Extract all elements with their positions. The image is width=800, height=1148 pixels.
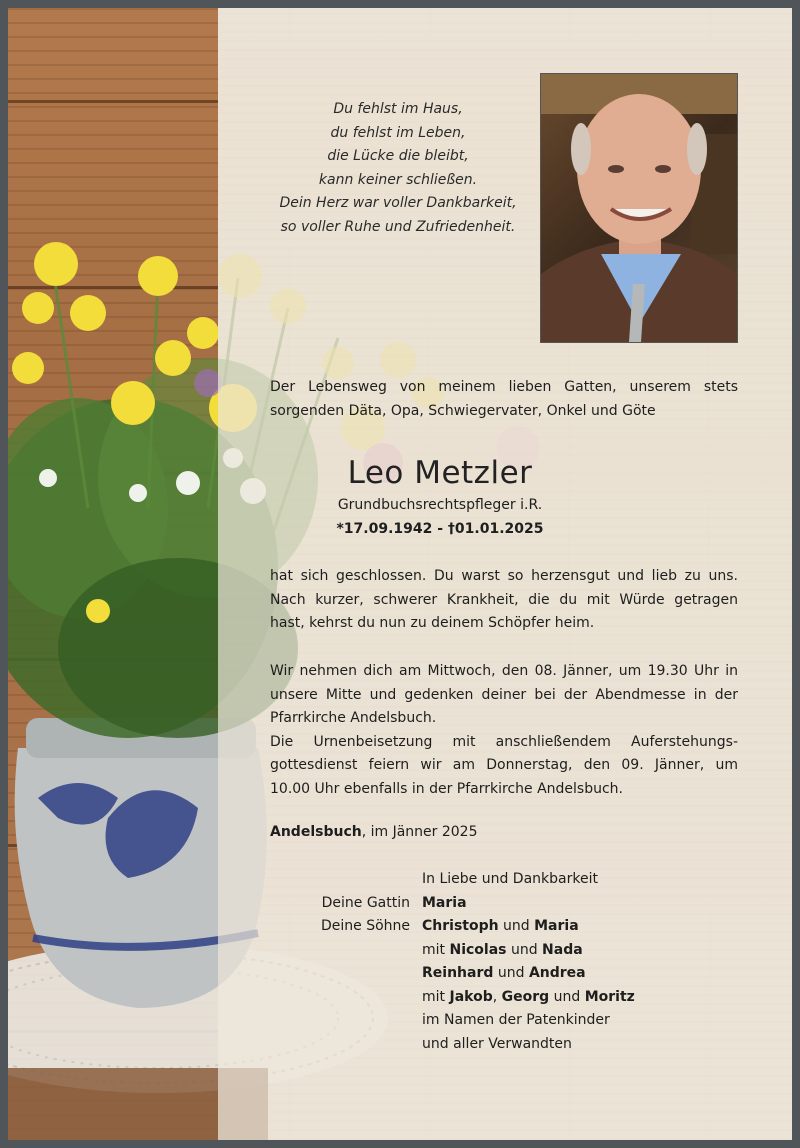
sons-label: Deine Söhne <box>320 918 410 934</box>
portrait-photo <box>540 73 738 343</box>
paragraph-line: Pfarrkirche Andelsbuch. <box>270 710 437 726</box>
comma: , <box>492 988 498 1005</box>
paragraph-line: hat sich geschlossen. Du warst so herzensgut und lieb zu uns. <box>270 568 738 584</box>
poem-line: du fehlst im Leben, <box>330 124 466 141</box>
obituary-card <box>8 8 792 1140</box>
poem-line: Dein Herz war voller Dankbarkeit, <box>279 195 517 211</box>
mourners-list <box>270 868 750 1056</box>
poem-line: kann keiner schließen. <box>318 171 478 188</box>
mourners-heading: In Liebe und Dankbarkeit <box>422 871 598 887</box>
grandchild-name: Moritz <box>584 988 635 1005</box>
with-prefix: mit <box>422 988 446 1005</box>
paragraph-line: hast, kehrst du nun zu deinem Schöpfer heim. <box>270 615 595 631</box>
intro-text <box>270 376 738 423</box>
wife-name: Maria <box>422 894 467 911</box>
son-name: Reinhard <box>422 965 494 981</box>
paragraph-line: Nach kurzer, schwerer Krankheit, die du mit Würde getragen <box>270 591 738 608</box>
intro-line: Der Lebensweg von meinem lieben Gatten, unserem stets <box>270 379 738 395</box>
place-town: Andelsbuch <box>270 824 362 840</box>
deceased-dates: *17.09.1942 - †01.01.2025 <box>336 520 544 537</box>
paragraph-ceremony <box>270 660 738 801</box>
deceased-block <box>270 454 610 541</box>
spouse-name: Maria <box>534 918 579 934</box>
paragraph-line: Wir nehmen dich am Mittwoch, den 08. Jänner, um 19.30 Uhr in <box>270 663 738 679</box>
grandchild-name: Jakob <box>449 988 493 1005</box>
conjunction: und <box>497 965 525 981</box>
deceased-title: Grundbuchsrechtspfleger i.R. <box>337 497 543 513</box>
grandchild-name: Georg <box>501 988 550 1005</box>
paragraph-line: 10.00 Uhr ebenfalls in der Pfarrkirche Andelsbuch. <box>270 780 624 797</box>
poem-line: die Lücke die bleibt, <box>327 148 469 164</box>
paragraph-line: gottesdienst feiern wir am Donnerstag, den 09. Jänner, um <box>270 757 738 773</box>
deceased-name: Leo Metzler <box>347 455 533 491</box>
place-date-text: , im Jänner 2025 <box>361 824 478 840</box>
spouse-name: Andrea <box>528 965 586 981</box>
grandchild-name: Nada <box>542 941 583 958</box>
poem-line: Du fehlst im Haus, <box>333 101 463 117</box>
portrait-illustration <box>541 74 737 342</box>
relatives-line: und aller Verwandten <box>422 1035 572 1052</box>
paragraph-farewell <box>270 565 738 636</box>
intro-line: sorgenden Däta, Opa, Schwiegervater, Onkel und Göte <box>270 402 656 419</box>
paragraph-line: Die Urnenbeisetzung mit anschließendem Auferstehungs- <box>270 733 738 750</box>
paragraph-line: unsere Mitte und gedenken deiner bei der Abendmesse in der <box>270 686 738 703</box>
conjunction: und <box>503 918 530 934</box>
grandchild-name: Nicolas <box>449 941 507 958</box>
with-prefix: mit <box>422 941 446 958</box>
son-name: Christoph <box>422 918 499 934</box>
memorial-poem <box>238 98 558 239</box>
godchildren-line: im Namen der Patenkinder <box>422 1012 610 1028</box>
poem-line: so voller Ruhe und Zufriedenheit. <box>280 218 516 235</box>
place-date <box>270 821 738 845</box>
conjunction: und <box>553 988 581 1005</box>
conjunction: und <box>510 941 538 958</box>
wife-label: Deine Gattin <box>321 894 410 911</box>
